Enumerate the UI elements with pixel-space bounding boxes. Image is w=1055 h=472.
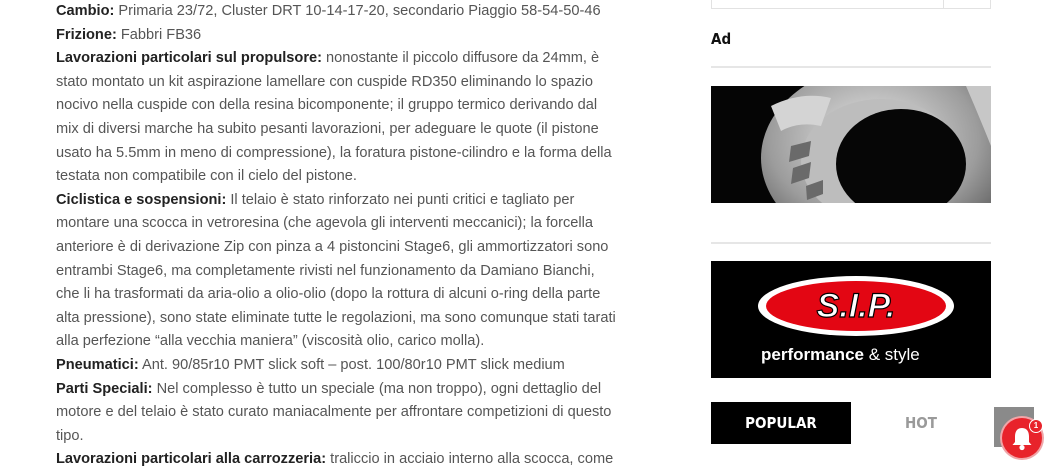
search-input[interactable] bbox=[711, 0, 991, 9]
sip-tagline-bold: performance bbox=[761, 345, 864, 364]
sip-logo-text: S.I.P. bbox=[816, 287, 896, 325]
popular-hot-tabs bbox=[711, 402, 991, 444]
spec-paragraph bbox=[56, 378, 616, 449]
ad-banner-sip[interactable] bbox=[711, 261, 991, 378]
sip-tagline bbox=[761, 345, 920, 365]
spec-text: Il telaio è stato rinforzato nei punti critici e tagliato per montare una scocca in vetroresina (che agevola gli interventi meccanici); la forcella anteriore è di derivazione Zip con pinza a 4 pistoncini Stage6, gli ammortizzatori sono entrambi Stage6, ma completamente rivisti nel funzionamento da Damiano Bianchi, che li ha trasformati da aria-olio a olio-olio (dopo la rottura di alcuni o-ring della parte alta pressione), sono state eliminate tutte le regolazioni, ma sono comunque stati tarati alla perfezione “alla vecchia maniera” (viscosità olio, carico molla). bbox=[56, 191, 616, 350]
spec-text: traliccio in acciaio interno alla scocca, come bbox=[326, 451, 614, 468]
ad-banner-cylinder[interactable] bbox=[711, 86, 991, 203]
spec-text: Ant. 90/85r10 PMT slick soft – post. 100/80r10 PMT slick medium bbox=[138, 356, 565, 373]
ad-widget-title: Ad bbox=[711, 30, 732, 48]
article-body bbox=[56, 0, 616, 472]
divider bbox=[711, 242, 991, 244]
spec-label: Lavorazioni particolari sul propulsore: bbox=[56, 50, 322, 67]
notification-badge: 1 bbox=[1029, 419, 1043, 433]
spec-paragraph bbox=[56, 189, 616, 354]
spec-paragraph bbox=[56, 24, 616, 48]
spec-paragraph bbox=[56, 448, 616, 472]
spec-text: Primaria 23/72, Cluster DRT 10-14-17-20, secondario Piaggio 58-54-50-46 bbox=[114, 3, 601, 19]
tab-hot[interactable]: HOT bbox=[905, 414, 937, 432]
spec-label: Frizione: bbox=[56, 26, 117, 43]
sip-tagline-rest: & style bbox=[863, 345, 920, 364]
spec-label: Cambio: bbox=[56, 3, 115, 19]
spec-label: Ciclistica e sospensioni: bbox=[56, 191, 227, 208]
spec-text: Nel complesso è tutto un speciale (ma non troppo), ogni dettaglio del motore e del telaio è stato curato maniacalmente per affrontare competizioni di questo tipo. bbox=[56, 380, 612, 444]
spec-label: Lavorazioni particolari alla carrozzeria: bbox=[56, 451, 327, 468]
spec-paragraph bbox=[56, 0, 616, 24]
cylinder-image bbox=[711, 86, 991, 203]
spec-label: Pneumatici: bbox=[56, 356, 139, 373]
spec-label: Parti Speciali: bbox=[56, 380, 153, 397]
spec-text: Fabbri FB36 bbox=[116, 26, 202, 43]
spec-paragraph bbox=[56, 354, 616, 378]
divider bbox=[711, 66, 991, 68]
spec-paragraph bbox=[56, 47, 616, 189]
notification-button[interactable] bbox=[1002, 418, 1042, 458]
sip-logo bbox=[711, 261, 991, 341]
search-divider bbox=[943, 0, 944, 8]
tab-popular[interactable]: POPULAR bbox=[711, 402, 851, 444]
spec-text: nonostante il piccolo diffusore da 24mm, è stato montato un kit aspirazione lamellare con cuspide RD350 eliminando lo spazio nocivo nella cuspide con della resina bicomponente; il gruppo termico derivando dal mix di diversi marche ha subito pesanti lavorazioni, per adeguare le quote (il pistone usato ha 5.5mm in meno di compressione), la foratura pistone-cilindro e la forma della testata non compatibile con il cielo del pistone. bbox=[56, 50, 612, 185]
